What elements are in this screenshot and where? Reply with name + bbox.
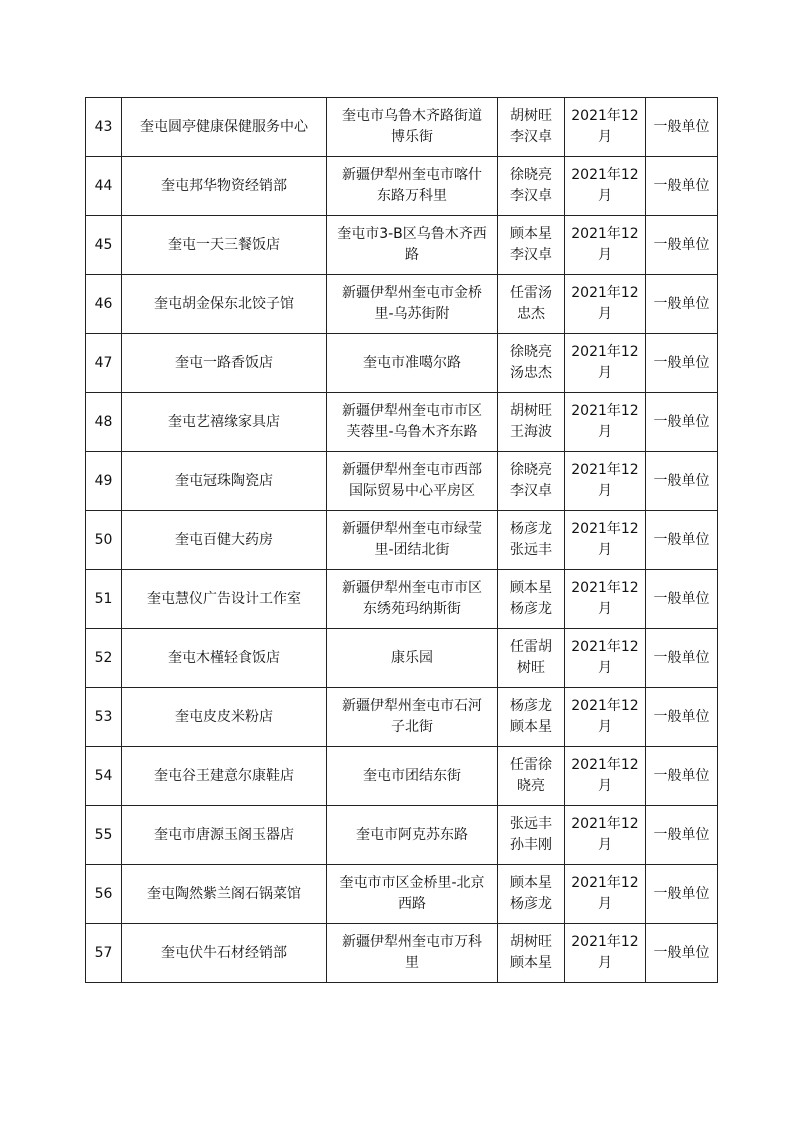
table-row (86, 452, 718, 511)
inspection-date-cell (565, 629, 646, 688)
unit-type-cell (646, 688, 718, 747)
unit-name: 奎屯一天三餐饭店 (168, 236, 280, 253)
unit-address-cell (327, 511, 498, 570)
unit-address: 新疆伊犁州奎屯市市区东绣苑玛纳斯街 (342, 580, 482, 617)
unit-list-table (85, 97, 718, 983)
table-row (86, 216, 718, 275)
inspectors-cell (498, 629, 565, 688)
inspectors-cell (498, 924, 565, 983)
unit-address-cell (327, 806, 498, 865)
row-number: 50 (94, 531, 113, 548)
unit-name-cell (122, 688, 327, 747)
table-row (86, 629, 718, 688)
unit-address: 奎屯市阿克苏东路 (356, 826, 468, 843)
row-number-cell (86, 98, 122, 157)
unit-name-cell (122, 157, 327, 216)
row-number-cell (86, 452, 122, 511)
row-number-cell (86, 393, 122, 452)
unit-address: 奎屯市3-B区乌鲁木齐西路 (337, 226, 487, 263)
row-number: 44 (94, 177, 113, 194)
table-row (86, 511, 718, 570)
unit-type-cell (646, 157, 718, 216)
unit-name: 奎屯百健大药房 (175, 531, 273, 548)
row-number: 57 (94, 944, 113, 961)
inspection-date: 2021年12月 (571, 462, 639, 499)
unit-name: 奎屯伏牛石材经销部 (161, 944, 287, 961)
unit-address: 康乐园 (391, 649, 433, 666)
row-number-cell (86, 806, 122, 865)
row-number-cell (86, 275, 122, 334)
row-number: 43 (94, 118, 113, 135)
unit-address-cell (327, 865, 498, 924)
unit-type: 一般单位 (653, 944, 710, 961)
unit-address-cell (327, 688, 498, 747)
inspection-date-cell (565, 334, 646, 393)
unit-name-cell (122, 275, 327, 334)
unit-address: 新疆伊犁州奎屯市绿莹里-团结北街 (342, 521, 482, 558)
inspection-date-cell (565, 452, 646, 511)
unit-address-cell (327, 629, 498, 688)
inspection-date: 2021年12月 (571, 108, 639, 145)
inspectors-cell (498, 452, 565, 511)
row-number-cell (86, 688, 122, 747)
unit-type: 一般单位 (653, 885, 710, 902)
inspection-date-cell (565, 98, 646, 157)
inspection-date-cell (565, 865, 646, 924)
inspectors: 顾本星李汉卓 (510, 226, 552, 263)
inspection-date: 2021年12月 (571, 934, 639, 971)
unit-type: 一般单位 (653, 472, 710, 489)
unit-type-cell (646, 98, 718, 157)
inspectors-cell (498, 157, 565, 216)
unit-type-cell (646, 570, 718, 629)
unit-type: 一般单位 (653, 295, 710, 312)
unit-type: 一般单位 (653, 590, 710, 607)
inspectors: 顾本星杨彦龙 (510, 875, 552, 912)
inspection-date-cell (565, 216, 646, 275)
unit-name: 奎屯邦华物资经销部 (161, 177, 287, 194)
unit-type: 一般单位 (653, 354, 710, 371)
inspection-date: 2021年12月 (571, 698, 639, 735)
inspection-date-cell (565, 393, 646, 452)
inspection-date: 2021年12月 (571, 816, 639, 853)
table-row (86, 688, 718, 747)
unit-type: 一般单位 (653, 118, 710, 135)
unit-type-cell (646, 865, 718, 924)
inspection-date: 2021年12月 (571, 521, 639, 558)
unit-type-cell (646, 747, 718, 806)
inspectors-cell (498, 865, 565, 924)
unit-type-cell (646, 216, 718, 275)
unit-type-cell (646, 511, 718, 570)
table-row (86, 334, 718, 393)
unit-name: 奎屯胡金保东北饺子馆 (154, 295, 294, 312)
inspection-date-cell (565, 570, 646, 629)
unit-name-cell (122, 747, 327, 806)
unit-type: 一般单位 (653, 767, 710, 784)
inspectors-cell (498, 570, 565, 629)
inspectors: 徐晓亮汤忠杰 (510, 344, 552, 381)
unit-address: 新疆伊犁州奎屯市万科里 (342, 934, 482, 971)
row-number: 55 (94, 826, 113, 843)
inspectors-cell (498, 393, 565, 452)
inspection-date: 2021年12月 (571, 403, 639, 440)
unit-name: 奎屯市唐源玉阁玉器店 (154, 826, 294, 843)
row-number: 51 (94, 590, 113, 607)
table-row (86, 275, 718, 334)
row-number: 48 (94, 413, 113, 430)
inspectors: 杨彦龙顾本星 (510, 698, 552, 735)
table-row (86, 393, 718, 452)
unit-name-cell (122, 570, 327, 629)
unit-type: 一般单位 (653, 236, 710, 253)
inspection-date: 2021年12月 (571, 875, 639, 912)
inspectors-cell (498, 511, 565, 570)
unit-name-cell (122, 452, 327, 511)
unit-address-cell (327, 452, 498, 511)
row-number-cell (86, 570, 122, 629)
unit-name: 奎屯谷王建意尔康鞋店 (154, 767, 294, 784)
inspection-date: 2021年12月 (571, 344, 639, 381)
unit-name: 奎屯皮皮米粉店 (175, 708, 273, 725)
unit-type: 一般单位 (653, 413, 710, 430)
table-row (86, 98, 718, 157)
inspection-date-cell (565, 511, 646, 570)
inspectors: 杨彦龙张远丰 (510, 521, 552, 558)
inspection-date-cell (565, 688, 646, 747)
unit-address-cell (327, 747, 498, 806)
row-number: 56 (94, 885, 113, 902)
unit-name-cell (122, 865, 327, 924)
table-row (86, 865, 718, 924)
unit-address: 奎屯市市区金桥里-北京西路 (339, 875, 485, 912)
unit-address-cell (327, 570, 498, 629)
unit-address-cell (327, 275, 498, 334)
row-number: 54 (94, 767, 113, 784)
inspectors: 顾本星杨彦龙 (510, 580, 552, 617)
unit-type-cell (646, 924, 718, 983)
inspectors: 任雷汤忠杰 (510, 285, 552, 322)
inspection-date: 2021年12月 (571, 580, 639, 617)
unit-name-cell (122, 393, 327, 452)
row-number-cell (86, 157, 122, 216)
unit-name: 奎屯冠珠陶瓷店 (175, 472, 273, 489)
row-number: 53 (94, 708, 113, 725)
unit-type: 一般单位 (653, 177, 710, 194)
unit-type: 一般单位 (653, 649, 710, 666)
unit-address-cell (327, 393, 498, 452)
inspection-date-cell (565, 806, 646, 865)
inspectors: 任雷徐晓亮 (510, 757, 552, 794)
inspectors: 徐晓亮李汉卓 (510, 462, 552, 499)
unit-name-cell (122, 629, 327, 688)
table-row (86, 924, 718, 983)
unit-type-cell (646, 275, 718, 334)
row-number-cell (86, 511, 122, 570)
unit-name: 奎屯陶然紫兰阁石锅菜馆 (147, 885, 301, 902)
inspectors: 张远丰孙丰刚 (510, 816, 552, 853)
inspectors-cell (498, 688, 565, 747)
inspection-date-cell (565, 157, 646, 216)
inspection-date-cell (565, 275, 646, 334)
unit-address: 新疆伊犁州奎屯市石河子北街 (342, 698, 482, 735)
inspection-date-cell (565, 747, 646, 806)
unit-type: 一般单位 (653, 531, 710, 548)
inspectors-cell (498, 334, 565, 393)
row-number: 45 (94, 236, 113, 253)
inspectors: 徐晓亮李汉卓 (510, 167, 552, 204)
unit-address: 新疆伊犁州奎屯市喀什东路万科里 (342, 167, 482, 204)
unit-address: 奎屯市团结东街 (363, 767, 461, 784)
table-row (86, 157, 718, 216)
unit-name: 奎屯一路香饭店 (175, 354, 273, 371)
unit-type-cell (646, 393, 718, 452)
row-number-cell (86, 924, 122, 983)
inspectors-cell (498, 806, 565, 865)
unit-name-cell (122, 334, 327, 393)
unit-name: 奎屯慧仪广告设计工作室 (147, 590, 301, 607)
inspectors: 胡树旺顾本星 (510, 934, 552, 971)
unit-address-cell (327, 157, 498, 216)
row-number: 46 (94, 295, 113, 312)
row-number: 52 (94, 649, 113, 666)
unit-address: 新疆伊犁州奎屯市西部国际贸易中心平房区 (342, 462, 482, 499)
inspectors-cell (498, 275, 565, 334)
unit-type: 一般单位 (653, 708, 710, 725)
inspectors-cell (498, 98, 565, 157)
table-row (86, 806, 718, 865)
unit-address: 奎屯市准噶尔路 (363, 354, 461, 371)
unit-name: 奎屯艺禧缘家具店 (168, 413, 280, 430)
inspection-date: 2021年12月 (571, 639, 639, 676)
unit-name-cell (122, 511, 327, 570)
inspectors: 胡树旺王海波 (510, 403, 552, 440)
row-number-cell (86, 216, 122, 275)
inspectors: 胡树旺李汉卓 (510, 108, 552, 145)
unit-type-cell (646, 806, 718, 865)
table-row (86, 747, 718, 806)
inspection-date: 2021年12月 (571, 226, 639, 263)
row-number-cell (86, 334, 122, 393)
inspection-date: 2021年12月 (571, 285, 639, 322)
unit-name-cell (122, 216, 327, 275)
unit-address-cell (327, 924, 498, 983)
unit-name: 奎屯圆亭健康保健服务中心 (140, 118, 308, 135)
unit-name-cell (122, 806, 327, 865)
unit-address-cell (327, 216, 498, 275)
inspection-date: 2021年12月 (571, 757, 639, 794)
unit-address: 新疆伊犁州奎屯市金桥里-乌苏街附 (342, 285, 482, 322)
unit-name-cell (122, 924, 327, 983)
unit-name-cell (122, 98, 327, 157)
inspectors-cell (498, 747, 565, 806)
unit-type-cell (646, 629, 718, 688)
row-number-cell (86, 629, 122, 688)
inspection-date: 2021年12月 (571, 167, 639, 204)
row-number-cell (86, 865, 122, 924)
unit-name: 奎屯木槿轻食饭店 (168, 649, 280, 666)
row-number: 47 (94, 354, 113, 371)
unit-type-cell (646, 452, 718, 511)
unit-address-cell (327, 334, 498, 393)
unit-address-cell (327, 98, 498, 157)
unit-type-cell (646, 334, 718, 393)
table-row (86, 570, 718, 629)
row-number: 49 (94, 472, 113, 489)
inspectors: 任雷胡树旺 (510, 639, 552, 676)
unit-type: 一般单位 (653, 826, 710, 843)
row-number-cell (86, 747, 122, 806)
inspection-date-cell (565, 924, 646, 983)
inspectors-cell (498, 216, 565, 275)
unit-address: 奎屯市乌鲁木齐路街道博乐街 (342, 108, 482, 145)
unit-address: 新疆伊犁州奎屯市市区芙蓉里-乌鲁木齐东路 (342, 403, 482, 440)
